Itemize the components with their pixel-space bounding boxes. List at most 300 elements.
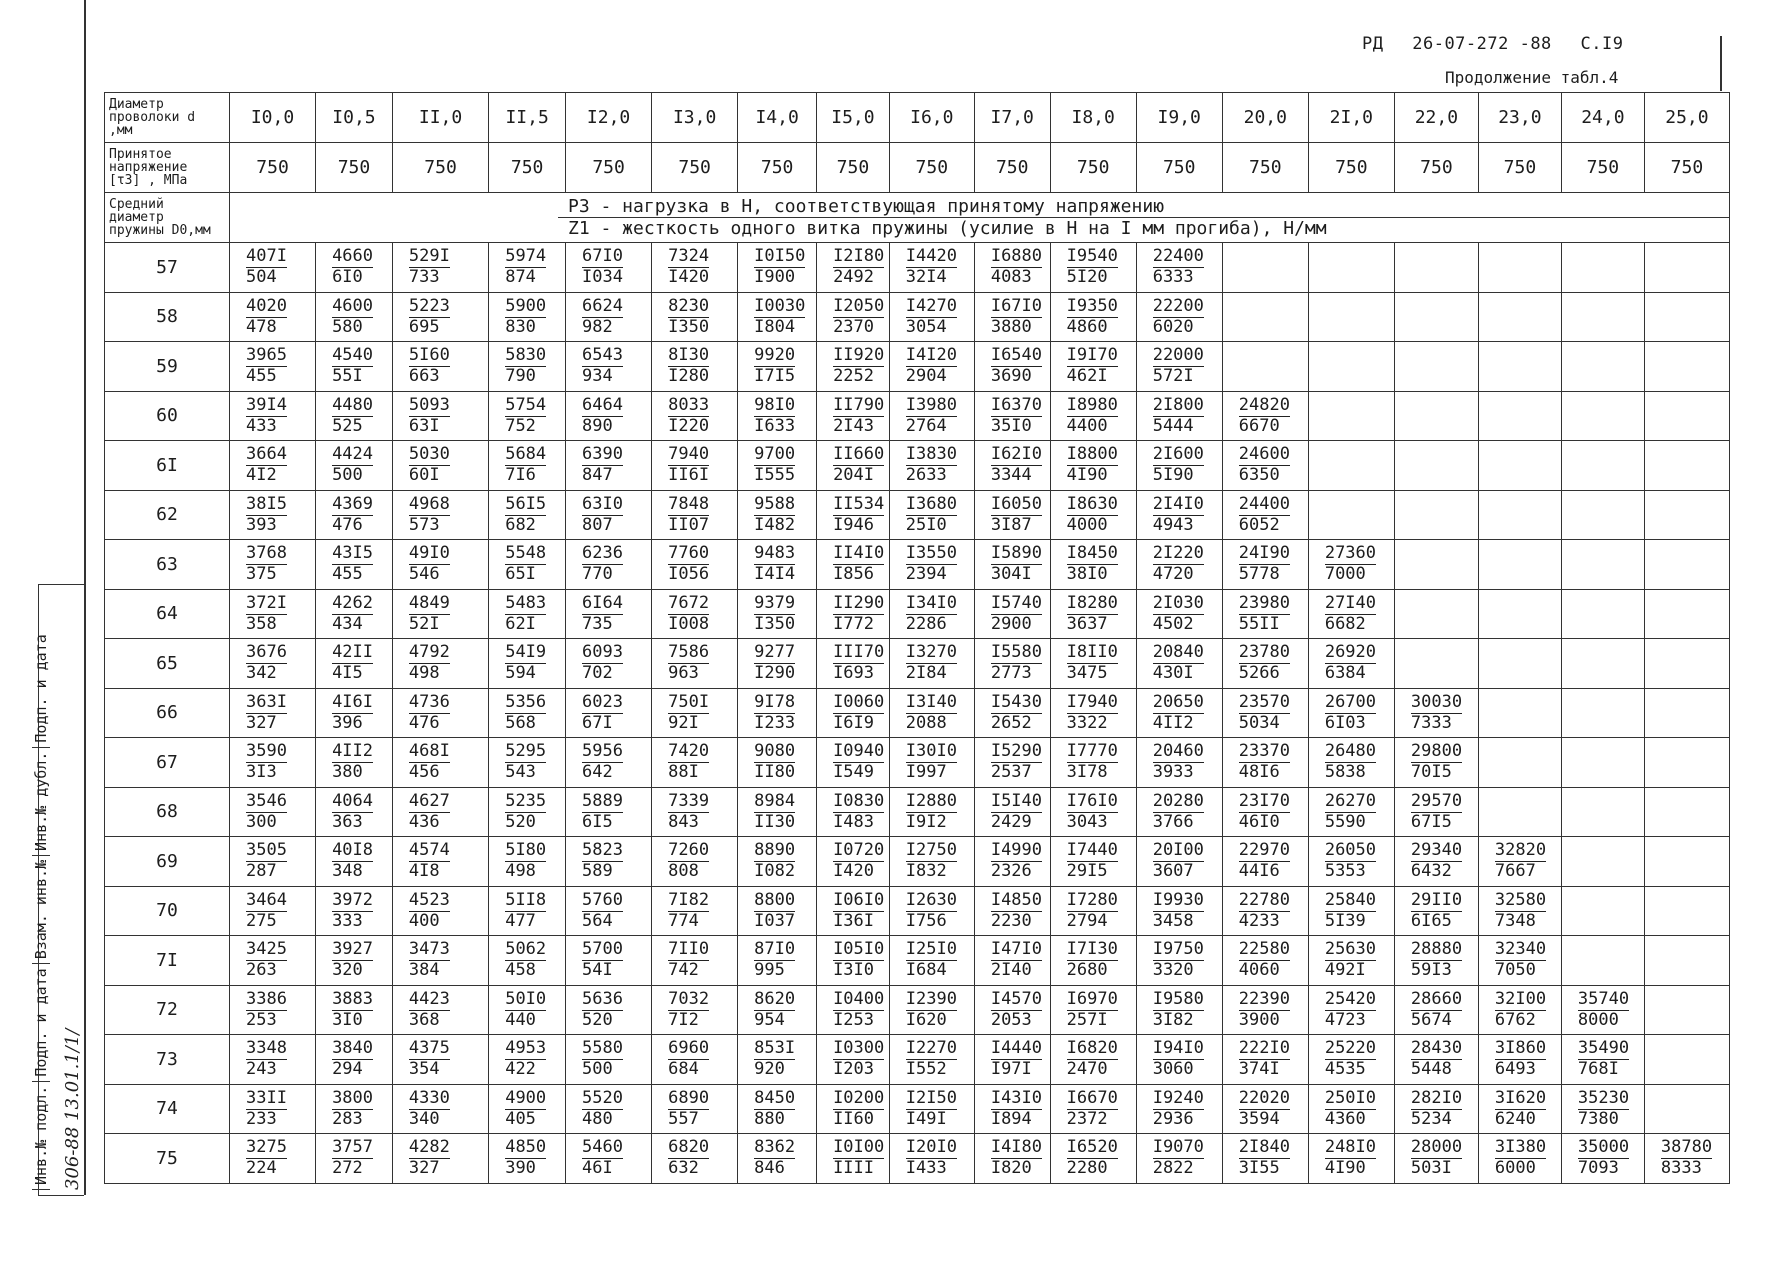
stiffness-value: 390	[505, 1158, 536, 1179]
load-stiffness-cell	[889, 1134, 974, 1184]
load-stiffness-cell	[1222, 342, 1308, 392]
fraction	[332, 346, 373, 386]
fraction	[906, 445, 957, 485]
load-stiffness-cell	[738, 441, 817, 491]
fraction	[505, 693, 546, 733]
load-value: I7440	[1066, 840, 1118, 861]
stiffness-value: 572I	[1152, 366, 1194, 387]
stiffness-value: 3320	[1152, 960, 1194, 981]
load-value: I2I50	[905, 1087, 957, 1108]
load-stiffness-cell	[1222, 391, 1308, 441]
load-stiffness-cell	[974, 837, 1050, 887]
fraction	[991, 792, 1042, 832]
fraction	[582, 1089, 623, 1129]
load-stiffness-cell	[1308, 886, 1394, 936]
load-stiffness-cell	[1050, 540, 1136, 590]
load-stiffness-cell	[1478, 985, 1561, 1035]
wire-diameter-value: 22,0	[1394, 93, 1478, 143]
stiffness-value: 890	[582, 415, 613, 436]
fraction	[1661, 1138, 1712, 1178]
stiffness-value: I482	[754, 514, 796, 535]
load-stiffness-cell	[1561, 342, 1644, 392]
stiffness-value: I6I9	[833, 712, 875, 733]
fraction	[1153, 495, 1204, 535]
stiffness-value: II80	[754, 762, 796, 783]
stiffness-value: 327	[246, 712, 277, 733]
stiffness-value: 70I5	[1410, 762, 1452, 783]
stress-value: 750	[489, 143, 566, 193]
stiffness-value: 287	[246, 861, 277, 882]
mean-diameter-value: 65	[105, 639, 230, 689]
load-value: 40I8	[332, 840, 374, 861]
load-stiffness-cell	[230, 540, 316, 590]
stiffness-value: 4I5	[332, 663, 363, 684]
load-stiffness-cell	[738, 936, 817, 986]
mean-diameter-value: 60	[105, 391, 230, 441]
load-stiffness-cell	[1478, 688, 1561, 738]
load-stiffness-cell	[392, 1134, 488, 1184]
stiffness-value: 735	[582, 613, 613, 634]
stiffness-value: 2680	[1066, 960, 1108, 981]
load-stiffness-cell	[392, 243, 488, 293]
load-stiffness-cell	[230, 985, 316, 1035]
load-stiffness-cell	[566, 391, 652, 441]
fraction	[409, 544, 450, 584]
stiffness-value: 2794	[1066, 910, 1108, 931]
load-value: I06I0	[833, 889, 885, 910]
load-value: I34I0	[905, 592, 957, 613]
load-stiffness-cell	[1394, 688, 1478, 738]
fraction	[1153, 643, 1204, 683]
load-stiffness-cell	[316, 292, 393, 342]
stiffness-value: 2652	[990, 712, 1032, 733]
load-value: 4369	[332, 493, 374, 514]
fraction	[246, 1089, 287, 1129]
stiffness-value: I555	[754, 465, 796, 486]
load-value: 20840	[1152, 642, 1204, 663]
load-value: I0940	[833, 741, 885, 762]
fraction	[1495, 1138, 1546, 1178]
load-stiffness-cell	[230, 886, 316, 936]
stiffness-value: I820	[990, 1158, 1032, 1179]
fraction	[246, 1138, 287, 1178]
load-value: 7260	[668, 840, 710, 861]
load-stiffness-cell	[817, 886, 890, 936]
fraction	[1325, 1089, 1376, 1129]
load-value: 5295	[505, 741, 547, 762]
load-value: 3972	[332, 889, 374, 910]
stiffness-value: 5590	[1324, 811, 1366, 832]
table-row	[105, 342, 1730, 392]
wire-diameter-value: I2,0	[566, 93, 652, 143]
load-value: 39I4	[246, 394, 287, 415]
stiffness-value: 2764	[905, 415, 947, 436]
fraction	[754, 297, 805, 337]
load-value: I8630	[1066, 493, 1118, 514]
fraction	[332, 990, 373, 1030]
fraction	[991, 396, 1042, 436]
load-stiffness-cell	[316, 985, 393, 1035]
fraction	[754, 1138, 795, 1178]
load-stiffness-cell	[566, 985, 652, 1035]
load-value: I2630	[905, 889, 957, 910]
load-value: 5900	[505, 295, 547, 316]
load-stiffness-cell	[230, 688, 316, 738]
fraction	[1239, 891, 1290, 931]
fraction	[246, 247, 287, 287]
load-stiffness-cell	[316, 243, 393, 293]
fraction	[1325, 1039, 1376, 1079]
load-stiffness-cell	[1136, 886, 1222, 936]
stiffness-value: 46I	[582, 1158, 613, 1179]
stiffness-value: I350	[754, 613, 796, 634]
stiffness-value: I280	[668, 366, 710, 387]
fraction	[991, 940, 1042, 980]
load-stiffness-cell	[489, 1084, 566, 1134]
stiffness-value: 4I90	[1324, 1158, 1366, 1179]
load-stiffness-cell	[652, 837, 738, 887]
wire-diameter-value: I0,0	[230, 93, 316, 143]
load-stiffness-cell	[566, 1134, 652, 1184]
load-stiffness-cell	[652, 936, 738, 986]
fraction	[991, 891, 1042, 931]
stiffness-value: 393	[246, 514, 277, 535]
load-value: I3680	[905, 493, 957, 514]
load-value: I5430	[990, 691, 1043, 712]
load-stiffness-cell	[817, 837, 890, 887]
fraction	[1153, 396, 1204, 436]
load-stiffness-cell	[1050, 639, 1136, 689]
load-stiffness-cell	[1308, 985, 1394, 1035]
load-stiffness-cell	[974, 1134, 1050, 1184]
fraction	[1239, 693, 1290, 733]
stiffness-value: 2822	[1152, 1158, 1194, 1179]
stiffness-value: II60	[833, 1108, 875, 1129]
load-value: 3757	[332, 1137, 374, 1158]
fraction	[1067, 792, 1118, 832]
stiffness-value: 573	[408, 514, 440, 535]
load-value: 26270	[1324, 790, 1377, 811]
stiffness-value: 3I78	[1066, 762, 1108, 783]
load-value: I6370	[990, 394, 1043, 415]
fraction	[668, 693, 709, 733]
stiffness-value: 253	[246, 1009, 277, 1030]
wire-diameter-row	[105, 93, 1730, 143]
load-value: 22020	[1238, 1087, 1290, 1108]
load-stiffness-cell	[1050, 886, 1136, 936]
load-stiffness-cell	[889, 639, 974, 689]
load-stiffness-cell	[1050, 441, 1136, 491]
load-value: 2I030	[1152, 592, 1204, 613]
fraction	[1239, 445, 1290, 485]
fraction	[906, 940, 957, 980]
stiffness-value: 847	[582, 465, 613, 486]
load-value: 3965	[246, 345, 287, 366]
stiffness-value: 6I03	[1324, 712, 1366, 733]
legend	[230, 193, 1730, 243]
load-value: I2270	[905, 1038, 957, 1059]
load-stiffness-cell	[1308, 1035, 1394, 1085]
load-value: I94I0	[1152, 1038, 1204, 1059]
fraction	[582, 445, 623, 485]
stiffness-value: 525	[332, 415, 363, 436]
stiffness-value: 2252	[833, 366, 875, 387]
fraction	[1325, 643, 1376, 683]
fraction	[668, 594, 709, 634]
load-value: 4574	[408, 840, 450, 861]
load-stiffness-cell	[1050, 490, 1136, 540]
mean-diameter-value: 62	[105, 490, 230, 540]
load-stiffness-cell	[738, 589, 817, 639]
load-value: 6023	[582, 691, 623, 712]
fraction	[991, 247, 1042, 287]
spring-parameters-table	[104, 92, 1730, 1184]
load-stiffness-cell	[489, 1035, 566, 1085]
stiffness-value: 3594	[1238, 1108, 1280, 1129]
load-value: 5823	[582, 840, 623, 861]
fraction	[991, 841, 1042, 881]
load-stiffness-cell	[1222, 243, 1308, 293]
load-value: 24820	[1238, 394, 1290, 415]
load-value: I9I70	[1066, 345, 1118, 366]
fraction	[582, 990, 623, 1030]
stiffness-value: 440	[505, 1009, 536, 1030]
fraction	[668, 792, 709, 832]
stiffness-value: 580	[332, 316, 363, 337]
load-value: 4064	[332, 790, 374, 811]
stiffness-value: I946	[833, 514, 875, 535]
stiffness-value: 275	[246, 910, 277, 931]
load-stiffness-cell	[1561, 639, 1644, 689]
stiffness-value: 843	[668, 811, 699, 832]
stiffness-value: 29I5	[1066, 861, 1108, 882]
load-stiffness-cell	[889, 985, 974, 1035]
load-value: 3I380	[1494, 1137, 1547, 1158]
stamp-cell-label: Инв.№ подл.	[32, 1082, 50, 1190]
load-value: 363I	[246, 691, 287, 712]
load-stiffness-cell	[316, 1035, 393, 1085]
mean-diameter-value: 64	[105, 589, 230, 639]
wire-diameter-value: I8,0	[1050, 93, 1136, 143]
fraction	[1067, 693, 1118, 733]
stiffness-value: 5444	[1152, 415, 1194, 436]
stiffness-value: 3054	[905, 316, 947, 337]
load-value: 4020	[246, 295, 287, 316]
stamp-cell-label: Взам. инв.№	[32, 856, 50, 964]
load-value: 26050	[1324, 840, 1377, 861]
stiffness-value: II6I	[668, 465, 710, 486]
load-stiffness-cell	[1478, 490, 1561, 540]
load-stiffness-cell	[489, 292, 566, 342]
load-value: I6880	[990, 246, 1043, 267]
fraction	[1411, 1039, 1462, 1079]
load-value: I7770	[1066, 741, 1118, 762]
load-value: 38I5	[246, 493, 287, 514]
fraction	[332, 297, 373, 337]
load-stiffness-cell	[817, 738, 890, 788]
load-stiffness-cell	[889, 441, 974, 491]
fraction	[332, 643, 373, 683]
load-value: 6543	[582, 345, 623, 366]
fraction	[332, 1089, 373, 1129]
load-value: I0I50	[754, 246, 806, 267]
load-stiffness-cell	[566, 936, 652, 986]
load-value: 5548	[505, 543, 547, 564]
fraction	[409, 792, 450, 832]
load-stiffness-cell	[817, 688, 890, 738]
stiffness-value: 498	[505, 861, 536, 882]
wire-diameter-value: I6,0	[889, 93, 974, 143]
stiffness-value: I856	[833, 564, 875, 585]
load-value: 248I0	[1324, 1137, 1377, 1158]
load-value: 372I	[246, 592, 287, 613]
table-row	[105, 837, 1730, 887]
stiffness-value: I49I	[905, 1108, 947, 1129]
load-value: 5I60	[408, 345, 450, 366]
fraction	[906, 643, 957, 683]
load-stiffness-cell	[1394, 243, 1478, 293]
fraction	[1153, 1089, 1204, 1129]
fraction	[505, 297, 546, 337]
load-value: 26700	[1324, 691, 1377, 712]
fraction	[332, 594, 373, 634]
load-stiffness-cell	[392, 490, 488, 540]
fraction	[991, 643, 1042, 683]
load-value: 8984	[754, 790, 796, 811]
load-stiffness-cell	[316, 787, 393, 837]
stiffness-value: 6I0	[332, 267, 363, 288]
fraction	[991, 544, 1042, 584]
load-value: 9379	[754, 592, 796, 613]
load-value: 6890	[668, 1087, 710, 1108]
load-stiffness-cell	[889, 688, 974, 738]
load-stiffness-cell	[1644, 540, 1729, 590]
fraction	[668, 990, 709, 1030]
fraction	[505, 1039, 546, 1079]
fraction	[1325, 1138, 1376, 1178]
load-value: 20280	[1152, 790, 1204, 811]
fraction	[668, 940, 709, 980]
fraction	[1495, 990, 1546, 1030]
load-stiffness-cell	[230, 490, 316, 540]
stiffness-value: I3I0	[833, 960, 875, 981]
load-stiffness-cell	[1561, 985, 1644, 1035]
fraction	[246, 396, 287, 436]
mean-diameter-value: 6I	[105, 441, 230, 491]
mean-diameter-value: 66	[105, 688, 230, 738]
load-value: 30030	[1410, 691, 1463, 712]
stiffness-value: 6I65	[1410, 910, 1452, 931]
load-stiffness-cell	[1394, 639, 1478, 689]
load-value: 5030	[408, 444, 450, 465]
load-value: 87I0	[754, 939, 796, 960]
load-stiffness-cell	[1644, 787, 1729, 837]
load-value: I8450	[1066, 543, 1118, 564]
mean-diameter-value: 67	[105, 738, 230, 788]
stiffness-value: I549	[833, 762, 875, 783]
load-value: 9277	[754, 642, 796, 663]
stiffness-value: 4535	[1324, 1059, 1366, 1080]
load-value: 9483	[754, 543, 796, 564]
load-value: 282I0	[1410, 1087, 1463, 1108]
load-value: 4480	[332, 394, 374, 415]
fraction	[1239, 495, 1290, 535]
load-stiffness-cell	[652, 985, 738, 1035]
fraction	[1153, 940, 1204, 980]
load-stiffness-cell	[316, 639, 393, 689]
load-value: 22970	[1238, 840, 1290, 861]
load-stiffness-cell	[316, 1084, 393, 1134]
stiffness-value: 4723	[1324, 1009, 1366, 1030]
stiffness-value: 594	[505, 663, 536, 684]
stiffness-value: 333	[332, 910, 363, 931]
fraction	[505, 396, 546, 436]
fraction	[1067, 742, 1118, 782]
load-stiffness-cell	[1561, 936, 1644, 986]
stiffness-value: I253	[833, 1009, 875, 1030]
load-stiffness-cell	[738, 391, 817, 441]
load-stiffness-cell	[230, 837, 316, 887]
load-value: 222I0	[1238, 1038, 1290, 1059]
stiffness-value: I552	[905, 1059, 947, 1080]
load-value: 750I	[668, 691, 710, 712]
load-stiffness-cell	[1644, 688, 1729, 738]
load-value: 4792	[408, 642, 450, 663]
load-stiffness-cell	[1394, 391, 1478, 441]
load-stiffness-cell	[1644, 738, 1729, 788]
load-stiffness-cell	[738, 738, 817, 788]
load-value: II660	[833, 444, 885, 465]
fraction	[906, 594, 957, 634]
fraction	[246, 742, 287, 782]
fraction	[833, 1089, 884, 1129]
load-value: 4375	[408, 1038, 450, 1059]
load-stiffness-cell	[652, 589, 738, 639]
stiffness-value: II07	[668, 514, 710, 535]
load-stiffness-cell	[1050, 787, 1136, 837]
fraction	[754, 495, 795, 535]
load-value: III70	[833, 642, 885, 663]
stiffness-value: 6020	[1152, 316, 1194, 337]
load-stiffness-cell	[230, 639, 316, 689]
load-value: 98I0	[754, 394, 796, 415]
stiffness-value: 384	[408, 960, 440, 981]
stiffness-value: I7I5	[754, 366, 796, 387]
load-stiffness-cell	[974, 639, 1050, 689]
load-stiffness-cell	[974, 1084, 1050, 1134]
fraction	[246, 297, 287, 337]
fraction	[1153, 693, 1204, 733]
stiffness-value: 4943	[1152, 514, 1194, 535]
load-stiffness-cell	[1561, 1134, 1644, 1184]
stiffness-value: 476	[332, 514, 363, 535]
load-stiffness-cell	[1136, 837, 1222, 887]
load-value: 50I0	[505, 988, 547, 1009]
load-value: 3I860	[1494, 1038, 1547, 1059]
stiffness-value: 663	[408, 366, 440, 387]
stiffness-value: 263	[246, 960, 277, 981]
fraction	[991, 1138, 1042, 1178]
load-stiffness-cell	[889, 1035, 974, 1085]
load-value: 42II	[332, 642, 374, 663]
legend-load: P3 - нагрузка в Н, соответствующая принятому напряжению	[568, 196, 1165, 217]
load-value: 49I0	[408, 543, 450, 564]
stiffness-value: 48I6	[1238, 762, 1280, 783]
table-row	[105, 787, 1730, 837]
load-stiffness-cell	[1222, 787, 1308, 837]
load-stiffness-cell	[1478, 243, 1561, 293]
stiffness-value: 774	[668, 910, 699, 931]
